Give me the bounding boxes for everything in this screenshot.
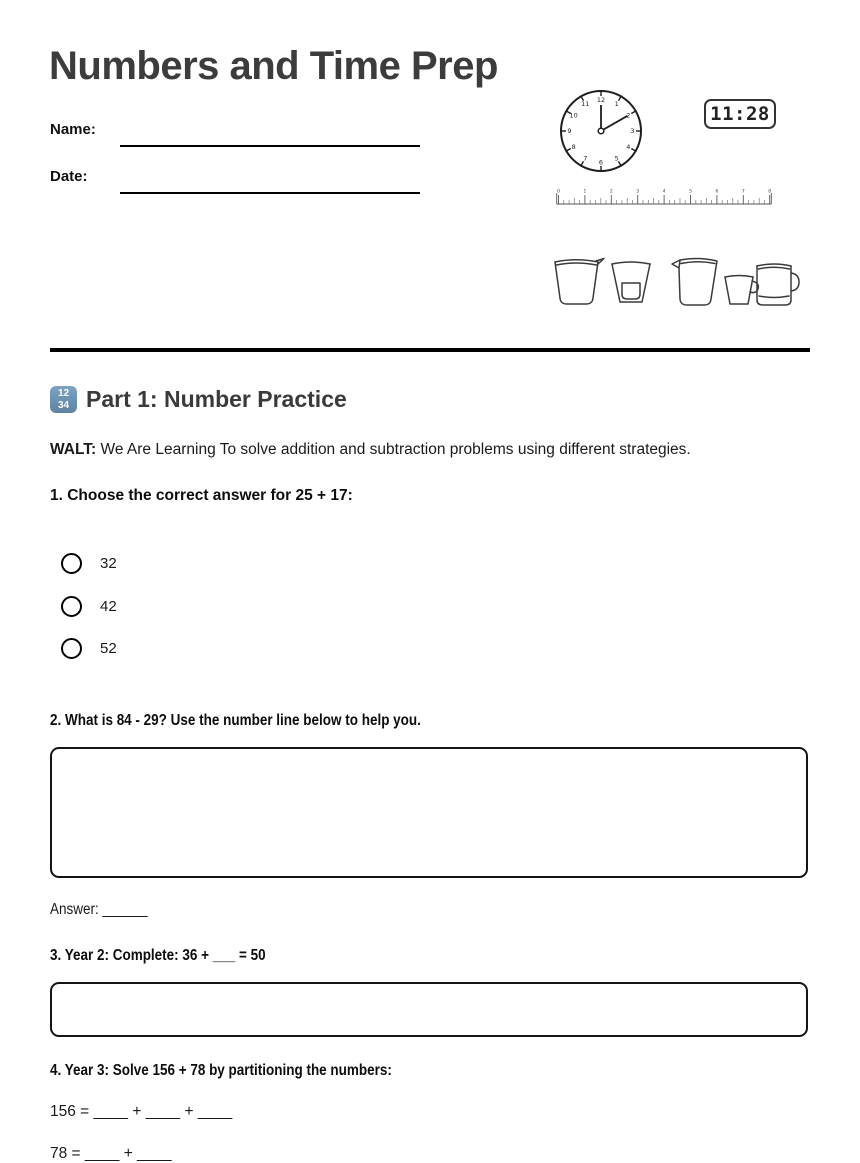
walt-statement: [50, 441, 691, 459]
ruler-number-8: 8: [768, 189, 772, 195]
q1-option-row-2: [61, 596, 117, 617]
q1-radio-42[interactable]: [61, 596, 82, 617]
ruler-number-0: 0: [557, 189, 560, 195]
clock-numeral-3: 3: [630, 127, 635, 136]
q1-option-label-42: 42: [100, 598, 117, 615]
analog-clock-icon: [556, 86, 646, 176]
ruler-number-1: 1: [583, 189, 587, 195]
ruler-number-3: 3: [636, 189, 640, 195]
ruler-number-6: 6: [715, 189, 719, 195]
date-fill-line[interactable]: [120, 192, 420, 194]
input-numbers-icon-bottom: 34: [57, 399, 70, 411]
clock-numeral-10: 10: [569, 111, 578, 120]
question-4-text: 4. Year 3: Solve 156 + 78 by partitioning the numbers:: [50, 1062, 392, 1079]
clock-numeral-2: 2: [626, 111, 631, 120]
q1-option-label-52: 52: [100, 640, 117, 657]
clock-numeral-11: 11: [581, 100, 590, 109]
q1-radio-52[interactable]: [61, 638, 82, 659]
q1-radio-32[interactable]: [61, 553, 82, 574]
clock-numeral-4: 4: [626, 143, 631, 151]
ruler-number-5: 5: [689, 189, 692, 195]
clock-numeral-1: 1: [614, 100, 619, 109]
walt-label: WALT:: [50, 441, 97, 458]
q4-partition-line-156: 156 = ____ + ____ + ____: [50, 1103, 233, 1120]
question-2-text: 2. What is 84 - 29? Use the number line below to help you.: [50, 712, 421, 729]
ruler-number-2: 2: [609, 189, 613, 195]
section-divider: [50, 348, 810, 352]
clock-minute-hand: [601, 116, 628, 131]
digital-clock: [704, 99, 776, 129]
clock-numeral-5: 5: [614, 154, 619, 163]
q1-option-row-3: [61, 638, 117, 659]
walt-text: We Are Learning To solve addition and subtraction problems using different strategies.: [100, 441, 691, 458]
ruler-number-4: 4: [662, 189, 666, 195]
clock-numeral-9: 9: [567, 127, 572, 136]
clock-numeral-6: 6: [598, 158, 604, 167]
input-numbers-icon-top: 12: [57, 388, 70, 399]
q4-partition-line-78: 78 = ____ + ____: [50, 1145, 172, 1162]
clock-numeral-12: 12: [596, 96, 606, 105]
part1-heading-text: Part 1: Number Practice: [86, 386, 347, 412]
page-title: Numbers and Time Prep: [49, 44, 498, 88]
digital-clock-time: 11:28: [710, 103, 770, 125]
q1-option-row-1: [61, 553, 117, 574]
q2-work-box[interactable]: [50, 747, 808, 878]
question-1-text: 1. Choose the correct answer for 25 + 17:: [50, 487, 353, 504]
q1-option-label-32: 32: [100, 555, 117, 572]
input-numbers-icon: [50, 386, 77, 413]
clock-numeral-7: 7: [583, 154, 588, 163]
ruler-icon: [556, 187, 772, 206]
name-field-label: Name:: [50, 121, 96, 138]
measuring-cups-icon: [548, 253, 800, 311]
q2-answer-label: Answer: ______: [50, 901, 148, 918]
name-fill-line[interactable]: [120, 145, 420, 147]
question-3-text: 3. Year 2: Complete: 36 + ___ = 50: [50, 947, 266, 964]
q3-work-box[interactable]: [50, 982, 808, 1037]
clock-numeral-8: 8: [571, 143, 576, 151]
ruler-number-7: 7: [741, 189, 745, 195]
date-field-label: Date:: [50, 168, 88, 185]
part1-heading: [50, 386, 347, 413]
